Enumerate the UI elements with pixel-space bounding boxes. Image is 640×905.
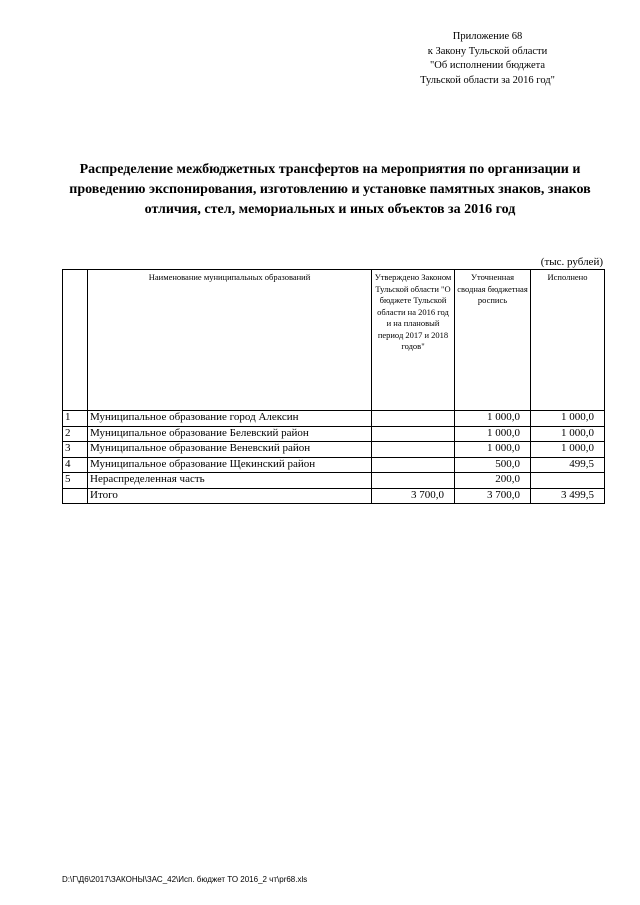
table-row [63, 473, 605, 489]
row-approved [372, 442, 455, 458]
row-number: 2 [63, 426, 88, 442]
header-executed: Исполнено [531, 270, 605, 411]
row-executed: 499,5 [531, 457, 605, 473]
row-executed: 1 000,0 [531, 411, 605, 427]
header-refined: Уточненная сводная бюджетная роспись [455, 270, 531, 411]
row-refined: 1 000,0 [455, 411, 531, 427]
row-refined: 500,0 [455, 457, 531, 473]
appendix-line: Приложение 68 [452, 31, 523, 42]
row-number: 5 [63, 473, 88, 489]
header-name: Наименование муниципальных образований [88, 270, 372, 411]
row-number: 1 [63, 411, 88, 427]
row-number: 3 [63, 442, 88, 458]
row-number: 4 [63, 457, 88, 473]
table-row [63, 411, 605, 427]
header-index [63, 270, 88, 411]
title-line: Распределение межбюджетных трансфертов на мероприятия по организации и [79, 162, 581, 177]
row-refined: 1 000,0 [455, 442, 531, 458]
row-name: Нераспределенная часть [88, 473, 372, 489]
row-executed: 3 499,5 [531, 488, 605, 504]
row-refined: 3 700,0 [455, 488, 531, 504]
row-name: Итого [88, 488, 372, 504]
row-executed: 1 000,0 [531, 426, 605, 442]
appendix-line: к Закону Тульской области [427, 45, 548, 57]
appendix-line: Тульской области за 2016 год" [420, 74, 555, 86]
transfers-table [62, 269, 605, 504]
table-row [63, 457, 605, 473]
row-refined: 200,0 [455, 473, 531, 489]
title-line: проведению экспонирования, изготовлению и установке памятных знаков, знаков [69, 182, 591, 197]
row-approved [372, 473, 455, 489]
table-header-row [63, 270, 605, 411]
table-total-row [63, 488, 605, 504]
units-label: (тыс. рублей) [540, 256, 603, 268]
row-name: Муниципальное образование Белевский район [88, 426, 372, 442]
row-approved [372, 457, 455, 473]
file-path-footer: D:\Г\Д6\2017\ЗАКОНЫ\ЗАС_42\Исп. бюджет ТО 2016_2 чт\pr68.xls [62, 875, 308, 884]
row-name: Муниципальное образование город Алексин [88, 411, 372, 427]
row-approved [372, 411, 455, 427]
table-row [63, 442, 605, 458]
row-executed [531, 473, 605, 489]
appendix-block [400, 30, 575, 88]
row-approved: 3 700,0 [372, 488, 455, 504]
table-row [63, 426, 605, 442]
row-refined: 1 000,0 [455, 426, 531, 442]
row-approved [372, 426, 455, 442]
title-line: отличия, стел, мемориальных и иных объектов за 2016 год [144, 202, 516, 217]
row-name: Муниципальное образование Щекинский район [88, 457, 372, 473]
row-name: Муниципальное образование Веневский район [88, 442, 372, 458]
header-approved: Утверждено Законом Тульской области "О бюджете Тульской области на 2016 год и на плановый период 2017 и 2018 годов" [372, 270, 455, 411]
row-executed: 1 000,0 [531, 442, 605, 458]
appendix-line: "Об исполнении бюджета [430, 60, 545, 71]
row-number [63, 488, 88, 504]
document-title [62, 160, 598, 220]
